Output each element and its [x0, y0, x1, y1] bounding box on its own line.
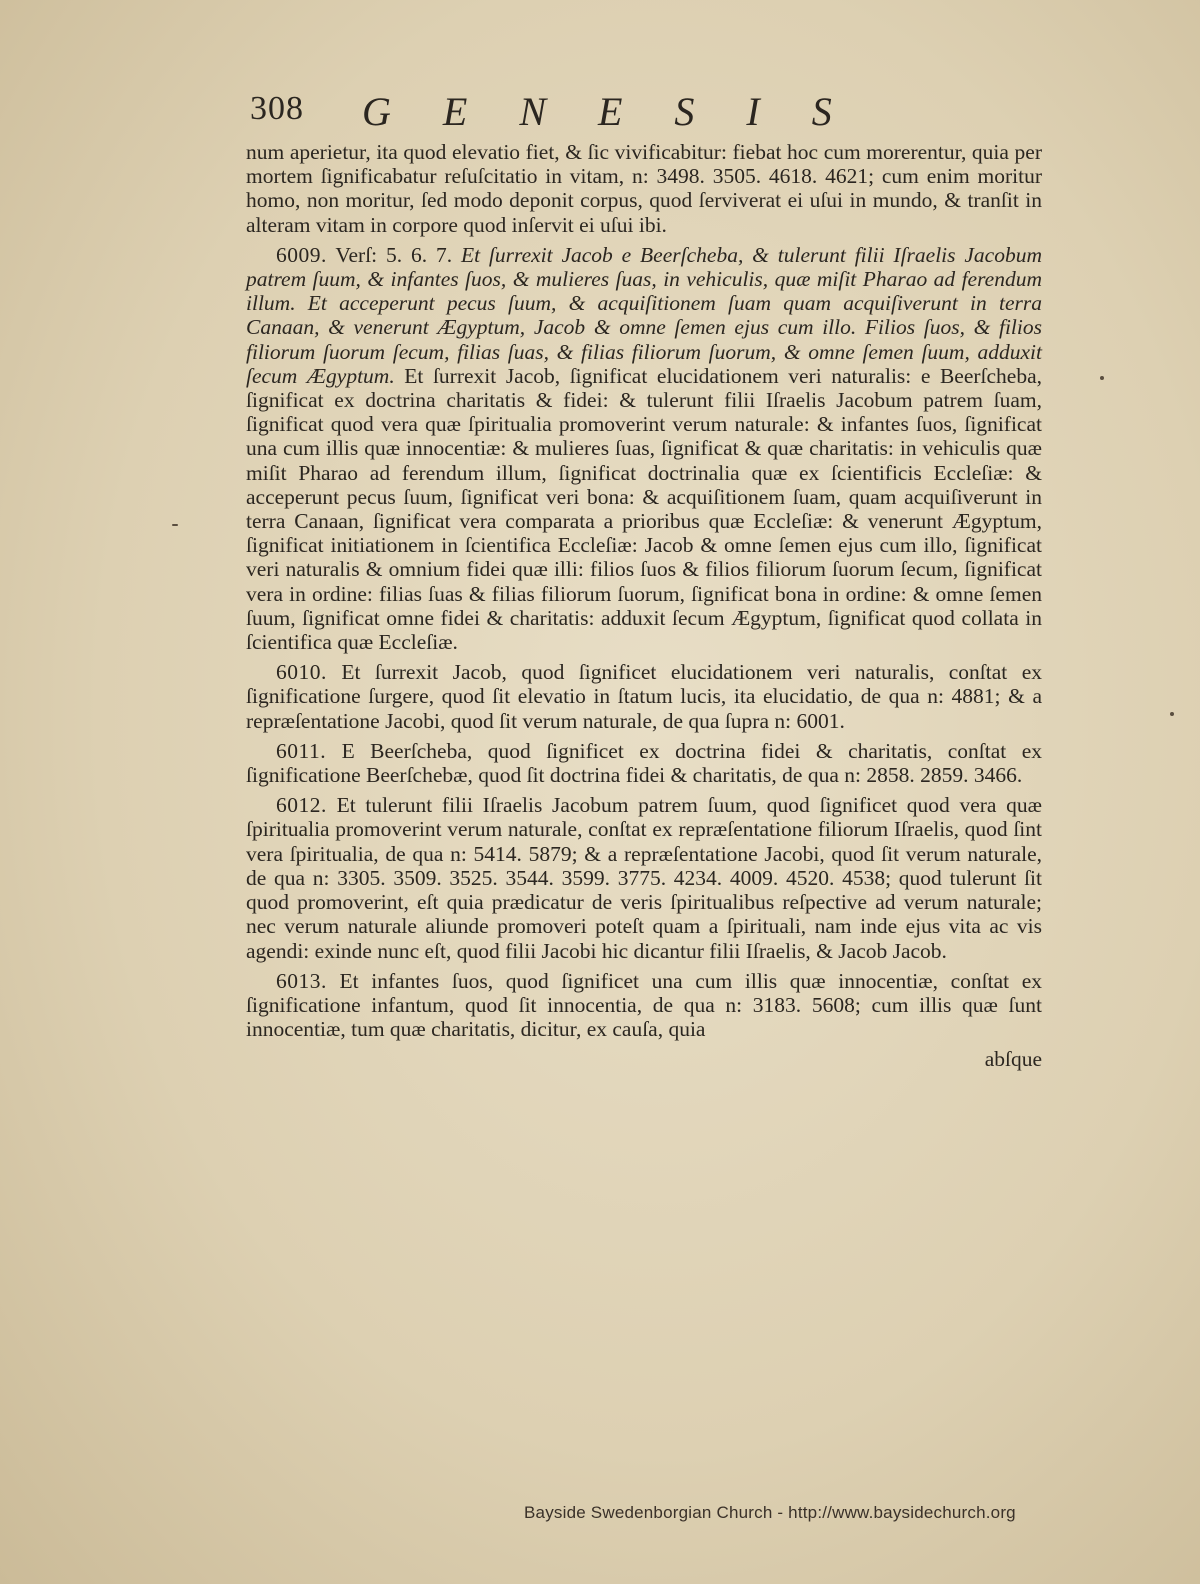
paragraph-text: Et ſurrexit Jacob, quod ſignificet elucidationem veri naturalis, conſtat ex ſignificatione ſurgere, quod ſit elevatio in ſtatum lucis, ita elucidatio, de qua n: 4881; & a repræſentatione Jacobi, quod ſit verum naturale, de qua ſupra n: 6001.: [246, 660, 1042, 733]
paragraph-number: 6011.: [276, 738, 327, 763]
footer-attribution: Bayside Swedenborgian Church - http://www.baysidechurch.org: [524, 1503, 1016, 1522]
paragraph-text: Et tulerunt filii Iſraelis Jacobum patrem ſuum, quod ſignificet quod vera quæ ſpiritualia promoverint verum naturale, conſtat ex repræſentatione filiorum Iſraelis, quod ſint vera ſpiritualia, de qua n: 5414. 5879; & a repræſentatione Jacobi, quod ſit verum naturale, de qua n: 3305. 3509. 3525. 3544. 3599. 3775. 4234. 4009. 4520. 4538; quod tulerunt ſit quod promoverint, eſt quia prædicatur de veris ſpiritualibus reſpective ad verum naturale; nec verum naturale aliunde promoveri poteſt quam a ſpirituali, nam inde ejus vita ac vis agendi: exinde nunc eſt, quod filii Jacobi hic dicantur filii Iſraelis, & Jacob Jacob.: [246, 793, 1042, 963]
paragraph-number: 6010.: [276, 660, 327, 685]
running-title: GENESIS: [362, 89, 884, 134]
paragraph-text: num aperietur, ita quod elevatio fiet, & ſic vivificabitur: fiebat hoc cum morerentur, quia per mortem ſignificabatur reſuſcitatio in vitam, n: 3498. 3505. 4618. 4621; cum enim moritur homo, non moritur, ſed modo deponit corpus, quod ſerviverat ei uſui in mundo, & tranſit in alteram vitam in corpore quod inſervit ei uſui ibi.: [246, 140, 1042, 237]
paragraph-number: 6012.: [276, 793, 327, 818]
paper-speck: [1170, 712, 1174, 716]
paragraph-continuation: [246, 140, 1042, 237]
catchword: abſque: [984, 1047, 1042, 1072]
scripture-quote: Et ſurrexit Jacob e Beerſcheba, & tulerunt filii Iſraelis Jacobum patrem ſuum, & infantes ſuos, & mulieres ſuas, in vehiculis, quæ miſit Pharao ad ferendum illum. Et acceperunt pecus ſuum, & acquiſitionem ſuam quam acquiſiverunt in terra Canaan, & venerunt Ægyptum, Jacob & omne ſemen ejus cum illo. Filios ſuos, & filios filiorum ſuorum ſecum, filias ſuas, & filias filiorum ſuorum, & omne ſemen ſuum, adduxit ſecum Ægyptum.: [246, 242, 1042, 388]
paragraph-6011: [246, 739, 1042, 787]
paragraph-text: E Beerſcheba, quod ſignificet ex doctrina fidei & charitatis, conſtat ex ſignificatione Beerſchebæ, quod ſit doctrina fidei & charitatis, de qua n: 2858. 2859. 3466.: [246, 738, 1042, 788]
paragraph-number: 6009.: [276, 242, 327, 267]
page-body: [246, 140, 1042, 1072]
paragraph-text: Et infantes ſuos, quod ſignificet una cum illis quæ innocentiæ, conſtat ex ſignificatione infantum, quod ſit innocentia, de qua n: 3183. 5608; cum illis quæ ſunt innocentiæ, tum quæ charitatis, dicitur, ex cauſa, quia: [246, 968, 1043, 1042]
paragraph-text: Et ſurrexit Jacob, ſignificat elucidationem veri naturalis: e Beerſcheba, ſignificat ex doctrina charitatis & fidei: & tulerunt filii Iſraelis Jacobum patrem ſuam, ſignificat quod vera quæ ſpiritualia promoverint verum naturale: & infantes ſuos, ſignificat una cum illis quæ innocentiæ: & mulieres ſuas, ſignificat & quæ charitatis: in vehiculis quæ miſit Pharao ad ferendum illum, ſignificat doctrinalia quæ ex ſcientificis Eccleſiæ: & acceperunt pecus ſuum, ſignificat veri bona: & acquiſitionem ſuam, quam acquiſiverunt in terra Canaan, ſignificat vera comparata a prioribus quæ Eccleſiæ: & venerunt Ægyptum, ſignificat initiationem in ſcientifica Eccleſiæ: Jacob & omne ſemen ejus cum illo, ſignificat veri naturalis & omnium fidei quæ illi: filios ſuos & filios filiorum ſuorum ſecum, ſignificat vera in ordine: filias ſuas & filias filiorum ſuorum, ſignificat bona in ordine: & omne ſemen ſuum, ſignificat omne fidei & charitatis: adduxit ſecum Ægyptum, ſignificat quod collata in ſcientifica quæ Eccleſiæ.: [246, 363, 1043, 655]
paragraph-6009: [246, 243, 1042, 654]
page-number: 308: [250, 90, 304, 127]
paragraph-6012: [246, 793, 1042, 962]
paper-speck: [1100, 376, 1104, 380]
paper-speck: [172, 524, 178, 526]
paragraph-number: 6013.: [276, 968, 327, 993]
paragraph-6010: [246, 660, 1042, 733]
paragraph-6013: [246, 969, 1042, 1042]
verse-reference: Verſ: 5. 6. 7.: [335, 242, 453, 267]
page-header: [250, 88, 1050, 138]
